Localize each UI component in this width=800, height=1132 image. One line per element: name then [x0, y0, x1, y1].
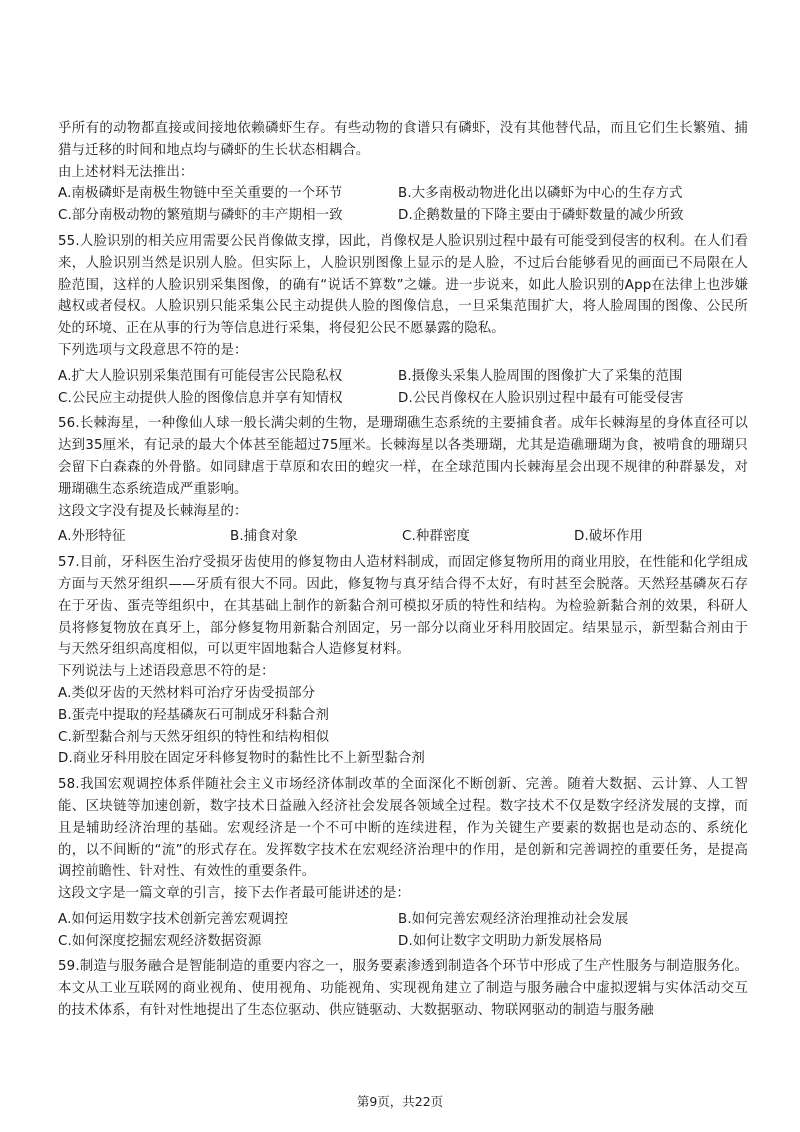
question-58 — [58, 774, 748, 883]
question-options — [58, 526, 748, 548]
question-prompt: 这段文字是一篇文章的引言，接下去作者最可能讲述的是： — [58, 886, 411, 902]
option: B.捕食对象 — [230, 529, 298, 545]
option: D.破坏作用 — [574, 529, 644, 545]
option: D.公民肖像权在人脸识别过程中最有可能受侵害 — [398, 390, 684, 406]
option: D.如何让数字文明助力新发展格局 — [398, 933, 603, 949]
question-number: 56. — [58, 416, 80, 432]
question-options — [58, 909, 748, 953]
option: A.类似牙齿的天然材料可治疗牙齿受损部分 — [58, 685, 316, 701]
page-footer: 第9页，共22页 — [356, 1094, 444, 1109]
option: A.南极磷虾是南极生物链中至关重要的一个环节 — [58, 186, 343, 202]
question-prompt: 这段文字没有提及长棘海星的： — [58, 503, 248, 519]
question-55 — [58, 231, 748, 340]
option: C.新型黏合剂与天然牙组织的特性和结构相似 — [58, 729, 330, 745]
option: D.企鹅数量的下降主要由于磷虾数量的减少所致 — [398, 208, 684, 224]
question-prompt: 下列说法与上述语段意思不符的是： — [58, 664, 275, 680]
option: A.扩大人脸识别采集范围有可能侵害公民隐私权 — [58, 368, 343, 384]
intro-prompt: 由上述材料无法推出： — [58, 164, 194, 180]
option: B.蛋壳中提取的羟基磷灰石可制成牙科黏合剂 — [58, 707, 330, 723]
option: C.部分南极动物的繁殖期与磷虾的丰产期相一致 — [58, 208, 343, 224]
option: A.如何运用数字技术创新完善宏观调控 — [58, 911, 289, 927]
question-number: 58. — [58, 777, 80, 793]
option: C.公民应主动提供人脸的图像信息并享有知情权 — [58, 390, 343, 406]
question-57 — [58, 552, 748, 661]
option: B.大多南极动物进化出以磷虾为中心的生存方式 — [398, 186, 683, 202]
option: B.如何完善宏观经济治理推动社会发展 — [398, 911, 629, 927]
option: D.商业牙科用胶在固定牙科修复物时的黏性比不上新型黏合剂 — [58, 751, 425, 767]
question-text: 人脸识别的相关应用需要公民肖像做支撑，因此，肖像权是人脸识别过程中最有可能受到侵害的权利。在人们看来，人脸识别当然是识别人脸。但实际上，人脸识别图像上显示的是人脸，不过后台能够看见的画面已不局限在人脸范围，这样的人脸识别采集图像，的确有“说话不算数”之嫌。进一步说来，如此人脸识别的App在法律上也涉嫌越权或者侵权。人脸识别只能采集公民主动提供人脸的图像信息，一旦采集范围扩大，将人脸周围的图像、公民所处的环境、正在从事的行为等信息进行采集，将侵犯公民不愿暴露的隐私。 — [58, 233, 748, 337]
question-59 — [58, 956, 748, 1021]
question-number: 55. — [58, 233, 80, 249]
question-text: 长棘海星，一种像仙人球一般长满尖刺的生物，是珊瑚礁生态系统的主要捕食者。成年长棘海星的身体直径可以达到35厘米，有记录的最大个体甚至能超过75厘米。长棘海星以各类珊瑚，尤其是造礁珊瑚为食，被啃食的珊瑚只会留下白森森的外骨骼。如同肆虐于草原和农田的蝗灾一样，在全球范围内长棘海星会出现不规律的种群暴发，对珊瑚礁生态系统造成严重影响。 — [58, 416, 748, 497]
intro-passage: 乎所有的动物都直接或间接地依赖磷虾生存。有些动物的食谱只有磷虾，没有其他替代品，而且它们生长繁殖、捕猎与迁移的时间和地点均与磷虾的生长状态相耦合。 — [58, 121, 748, 158]
question-options — [58, 366, 748, 410]
question-text: 制造与服务融合是智能制造的重要内容之一，服务要素渗透到制造各个环节中形成了生产性服务与制造服务化。本文从工业互联网的商业视角、使用视角、功能视角、实现视角建立了制造与服务融合中虚拟逻辑与实体活动交互的技术体系，有针对性地提出了生态位驱动、供应链驱动、大数据驱动、物联网驱动的制造与服务融 — [58, 959, 748, 1019]
document-page — [58, 118, 748, 1022]
question-number: 59. — [58, 959, 80, 975]
question-number: 57. — [58, 555, 80, 571]
question-options — [58, 683, 748, 770]
intro-options — [58, 183, 748, 227]
question-text: 目前，牙科医生治疗受损牙齿使用的修复物由人造材料制成，而固定修复物所用的商业用胶，在性能和化学组成方面与天然牙组织——牙质有很大不同。因此，修复物与真牙结合得不太好，有时甚至会脱落。天然羟基磷灰石存在于牙齿、蛋壳等组织中，在其基础上制作的新黏合剂可模拟牙质的特性和结构。为检验新黏合剂的效果，科研人员将修复物放在真牙上，部分修复物用新黏合剂固定，另一部分以商业牙科用胶固定。结果显示，新型黏合剂由于与天然牙组织高度相似，可以更牢固地黏合人造修复材料。 — [58, 555, 748, 658]
question-prompt: 下列选项与文段意思不符的是： — [58, 342, 248, 358]
option: A.外形特征 — [58, 529, 126, 545]
question-text: 我国宏观调控体系伴随社会主义市场经济体制改革的全面深化不断创新、完善。随着大数据、云计算、人工智能、区块链等加速创新，数字技术日益融入经济社会发展各领域全过程。数字技术不仅是数字经济发展的支撑，而且是辅助经济治理的基础。宏观经济是一个不可中断的连续进程，作为关键生产要素的数据也是动态的、系统化的，以不间断的“流”的形式存在。发挥数字技术在宏观经济治理中的作用，是创新和完善调控的重要任务，是提高调控前瞻性、针对性、有效性的重要条件。 — [58, 777, 748, 880]
option: B.摄像头采集人脸周围的图像扩大了采集的范围 — [398, 368, 683, 384]
option: C.如何深度挖掘宏观经济数据资源 — [58, 933, 262, 949]
option: C.种群密度 — [402, 529, 471, 545]
question-56 — [58, 413, 748, 500]
